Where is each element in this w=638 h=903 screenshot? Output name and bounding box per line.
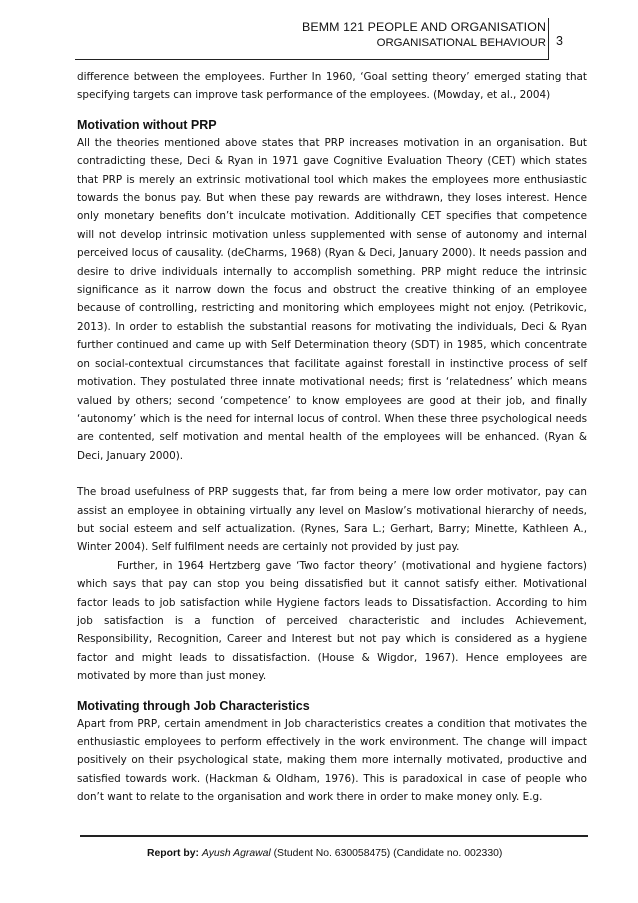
body-paragraph: All the theories mentioned above states that PRP increases motivation in an organisation. But contradicting these, Deci & Ryan in 1971 gave Cognitive Evaluation Theory (CET) which states that PRP is merely an extrinsic motivational tool which makes the employees more enthusiastic towards the bonus pay. But when these pay rewards are withdrawn, they loses interest. Hence only monetary benefits don’t inculcate motivation. Additionally CET specifies that competence will not develop intrinsic motivation unless supplemented with sense of autonomy and internal perceived locus of causality. (deCharms, 1968) (Ryan & Deci, January 2000). It needs passion and desire to drive individuals internally to accomplish something. PRP might reduce the intrinsic significance as it narrow down the focus and obstruct the creative thinking of an employee because of controlling, restricting and monitoring which employees might not enjoy. (Petrikovic, 2013). In order to establish the substantial reasons for motivating the individuals, Deci & Ryan further continued and came up with Self Determination theory (SDT) in 1985, which concentrate on social-contextual circumstances that facilitate against forestall in instinctive process of self motivation. They postulated three innate motivational needs; first is ‘relatedness’ which means valued by others; second ‘competence’ to know employees are good at their job, and finally ‘autonomy’ which is the need for internal locus of control. When these three psychological needs are contented, self motivation and mental health of the employees will be enhanced. (Ryan & Deci, January 2000). [77, 136, 587, 462]
header-rule [75, 59, 549, 60]
page-number: 3 [556, 34, 563, 48]
page-body [77, 68, 587, 807]
section-heading-motivation-without-prp: Motivation without PRP [77, 117, 217, 132]
body-paragraph: Apart from PRP, certain amendment in Job characteristics creates a condition that motivates the enthusiastic employees to perform effectively in the work environment. The change will impact positively on their psychological state, making them more internally motivated, productive and satisfied towards work. (Hackman & Oldham, 1976). This is paradoxical in case of people who don’t want to relate to the organisation and work there in order to make money only. E.g. [77, 717, 587, 804]
section-heading-job-characteristics: Motivating through Job Characteristics [77, 698, 310, 713]
intro-paragraph: difference between the employees. Further In 1960, ‘Goal setting theory’ emerged stating that specifying targets can improve task performance of the employees. (Mowday, et al., 2004) [77, 71, 587, 102]
page-header [302, 20, 546, 50]
body-paragraph: The broad usefulness of PRP suggests that, far from being a mere low order motivator, pay can assist an employee in obtaining virtually any level on Maslow’s motivational hierarchy of needs, but social esteem and self actualization. (Rynes, Sara L.; Gerhart, Barry; Minette, Kathleen A., Winter 2004). Self fulfilment needs are certainly not provided by just pay. [77, 486, 587, 554]
page-footer [147, 848, 502, 859]
document-subtitle: ORGANISATIONAL BEHAVIOUR [376, 37, 546, 49]
body-paragraph: Further, in 1964 Hertzberg gave ‘Two factor theory’ (motivational and hygiene factors) which says that pay can stop you being dissatisfied but it cannot satisfy either. Motivational factor leads to job satisfaction while Hygiene factors leads to Dissatisfaction. According to him job satisfaction is a function of perceived characteristic and includes Achievement, Responsibility, Recognition, Career and Interest but not pay which is considered as a hygiene factor and might leads to dissatisfaction. (House & Wigdor, 1967). Hence employees are motivated by more than just money. [77, 559, 587, 683]
document-title: BEMM 121 PEOPLE AND ORGANISATION [302, 20, 546, 34]
header-divider [548, 18, 549, 60]
footer-author: Ayush Agrawal [201, 848, 271, 859]
footer-label: Report by: [147, 848, 199, 859]
footer-details: (Student No. 630058475) (Candidate no. 002330) [273, 848, 503, 859]
footer-rule [80, 835, 588, 837]
paragraph-gap [77, 465, 587, 483]
